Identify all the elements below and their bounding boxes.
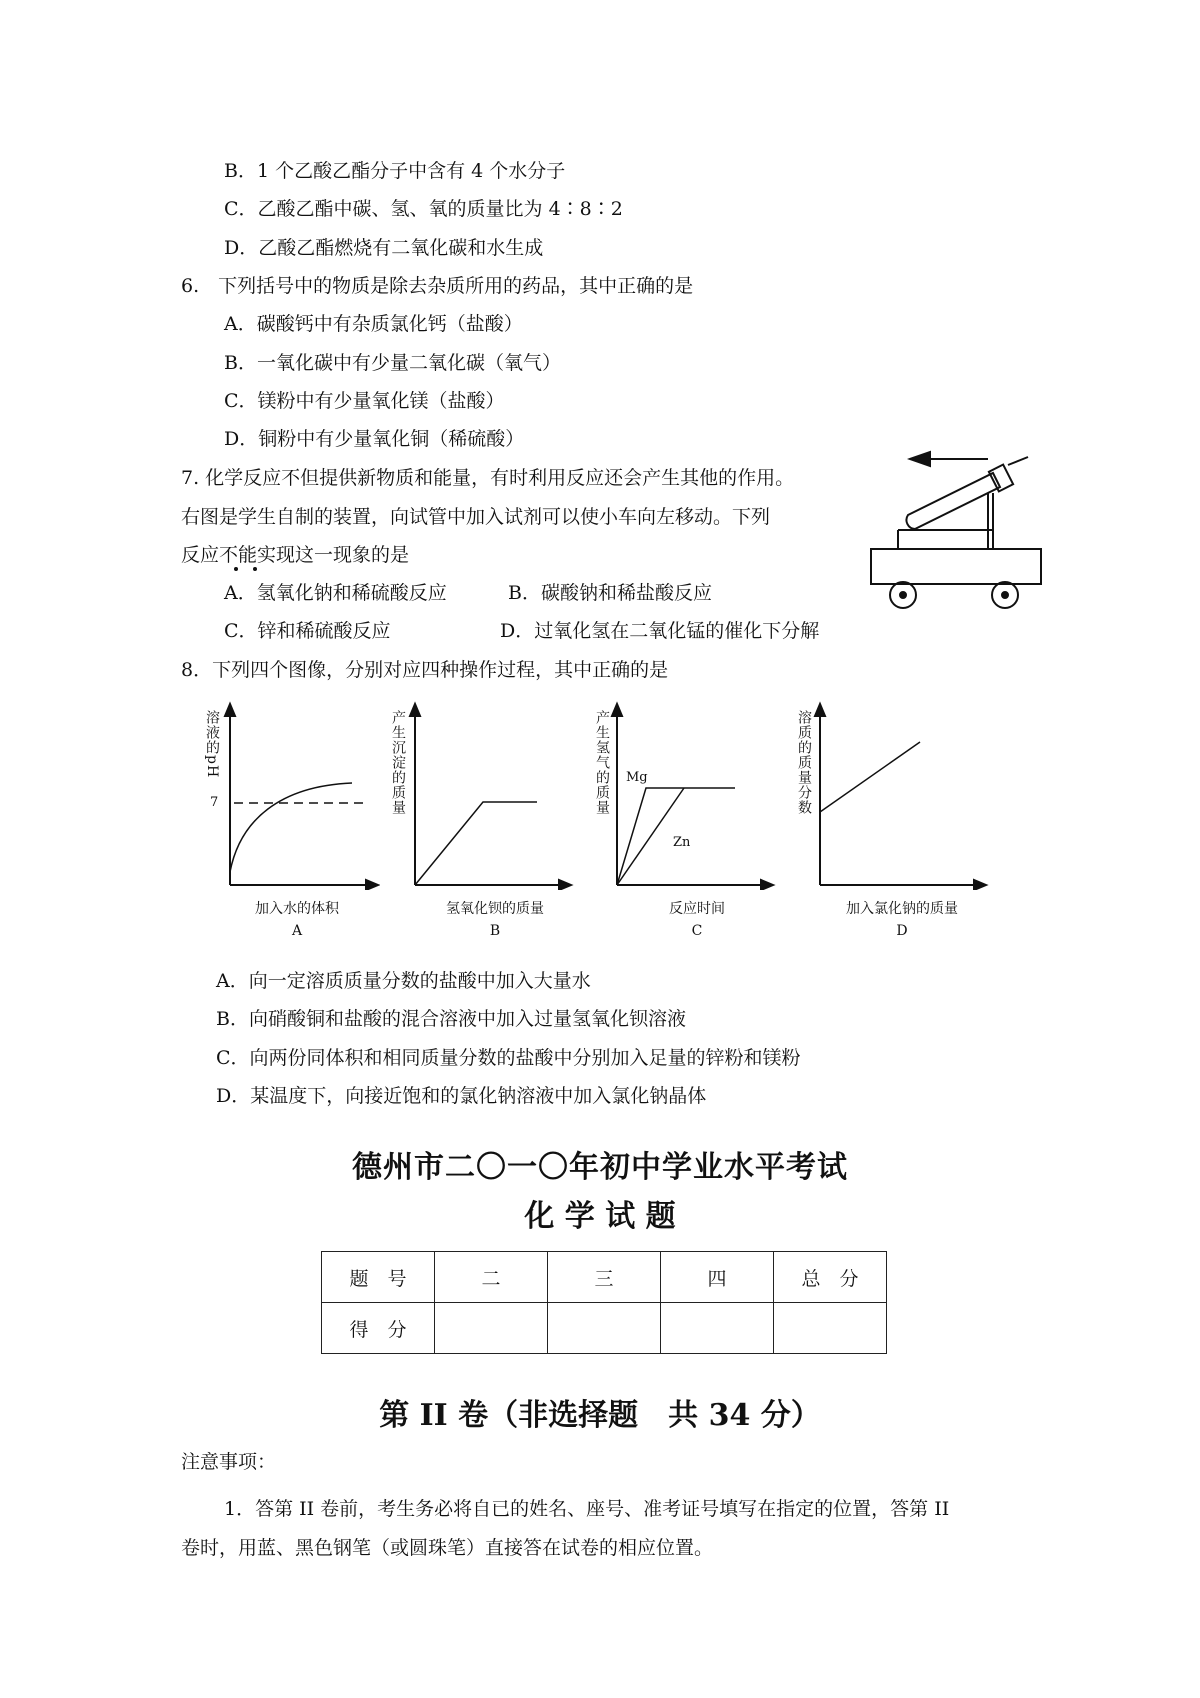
chart-d-ylabel: 溶质的质量分数: [796, 710, 812, 815]
q6-option-c: C．镁粉中有少量氧化镁（盐酸）: [224, 390, 505, 412]
score-cell[interactable]: [548, 1303, 661, 1354]
test-tube: [906, 473, 1000, 529]
q7-option-c: C．锌和稀硫酸反应: [224, 620, 391, 642]
emphasis-dot: [253, 567, 257, 571]
notes-item1-line1: 1．答第 II 卷前，考生务必将自已的姓名、座号、准考证号填写在指定的位置，答第 II: [224, 1498, 950, 1520]
chart-a-xlabel: 加入水的体积: [255, 901, 339, 917]
chart-b-letter: B: [489, 923, 501, 939]
q7-option-d: D．过氧化氢在二氧化锰的催化下分解: [500, 620, 820, 642]
chart-a-plot: [220, 700, 380, 890]
score-table-score-row: [322, 1303, 887, 1354]
chart-a-ref-label: 7: [210, 795, 219, 810]
chart-c-ylabel: 产生氢气的质量: [594, 710, 610, 815]
chart-a-letter: A: [291, 923, 303, 939]
score-table-header-cell: 总 分: [774, 1252, 887, 1303]
chart-b-ylabel: 产生沉淀的质量: [390, 710, 406, 815]
q5-option-d: D．乙酸乙酯燃烧有二氧化碳和水生成: [224, 237, 544, 259]
chart-a-ylabel: 溶液的pH: [204, 710, 220, 779]
chart-c-line-mg: [617, 788, 735, 885]
q7-stem-line1: 7. 化学反应不但提供新物质和能量，有时利用反应还会产生其他的作用。: [181, 467, 795, 489]
q5-option-c: C．乙酸乙酯中碳、氢、氧的质量比为 4∶8∶2: [224, 198, 623, 220]
chart-c-series-mg: Mg: [626, 770, 648, 785]
q8-option-a: A．向一定溶质质量分数的盐酸中加入大量水: [216, 970, 591, 992]
q7-stem-line2: 右图是学生自制的装置，向试管中加入试剂可以使小车向左移动。下列: [181, 506, 771, 528]
q7-option-a: A．氢氧化钠和稀硫酸反应: [224, 582, 447, 604]
score-table-header-cell: 四: [661, 1252, 774, 1303]
chart-c-series-zn: Zn: [673, 835, 691, 850]
notes-item1-line2: 卷时，用蓝、黑色钢笔（或圆珠笔）直接答在试卷的相应位置。: [181, 1537, 714, 1559]
q7-stem-line3: 反应不能实现这一现象的是: [181, 544, 410, 566]
notes-heading: 注意事项：: [181, 1451, 277, 1473]
exam-subtitle: 化 学 试 题: [524, 1199, 676, 1234]
cart-apparatus-figure: [868, 445, 1048, 615]
q5-option-b: B．1 个乙酸乙酯分子中含有 4 个水分子: [224, 160, 566, 182]
q8-option-d: D．某温度下，向接近饱和的氯化钠溶液中加入氯化钠晶体: [216, 1085, 707, 1107]
chart-c-xlabel: 反应时间: [669, 901, 725, 917]
chart-b-xlabel: 氢氧化钡的质量: [446, 901, 544, 917]
chart-b-plot: [405, 700, 575, 890]
score-table-header-cell: 题 号: [322, 1252, 435, 1303]
section-title: 第 II 卷（非选择题 共 34 分）: [379, 1398, 821, 1433]
chart-d-xlabel: 加入氯化钠的质量: [846, 901, 958, 917]
score-table-header-row: [322, 1252, 887, 1303]
chart-d-plot: [810, 700, 990, 890]
chart-c-plot: [607, 700, 777, 890]
score-cell[interactable]: [435, 1303, 548, 1354]
score-cell[interactable]: [661, 1303, 774, 1354]
q7-option-b: B．碳酸钠和稀盐酸反应: [508, 582, 712, 604]
emphasis-dot: [234, 567, 238, 571]
q6-stem: 6. 下列括号中的物质是除去杂质所用的药品，其中正确的是: [181, 275, 694, 297]
chart-c-line-zn: [617, 788, 684, 885]
chart-d-line: [820, 742, 920, 812]
q6-option-d: D．铜粉中有少量氧化铜（稀硫酸）: [224, 428, 525, 450]
chart-d-letter: D: [896, 923, 908, 939]
q6-option-b: B．一氧化碳中有少量二氧化碳（氧气）: [224, 352, 561, 374]
score-cell[interactable]: [774, 1303, 887, 1354]
q8-option-b: B．向硝酸铜和盐酸的混合溶液中加入过量氢氧化钡溶液: [216, 1008, 686, 1030]
q8-stem: 8．下列四个图像，分别对应四种操作过程，其中正确的是: [181, 659, 669, 681]
chart-a-curve: [230, 783, 352, 872]
chart-b-line: [415, 802, 537, 885]
score-table-header-cell: 三: [548, 1252, 661, 1303]
direction-arrow-head: [910, 452, 930, 466]
cart-body: [871, 549, 1041, 584]
exam-title: 德州市二〇一〇年初中学业水平考试: [352, 1150, 848, 1185]
q6-option-a: A．碳酸钙中有杂质氯化钙（盐酸）: [224, 313, 523, 335]
score-table: [321, 1251, 887, 1354]
score-table-row-label: 得 分: [322, 1303, 435, 1354]
chart-c-letter: C: [691, 923, 703, 939]
score-table-header-cell: 二: [435, 1252, 548, 1303]
q8-option-c: C．向两份同体积和相同质量分数的盐酸中分别加入足量的锌粉和镁粉: [216, 1047, 801, 1069]
